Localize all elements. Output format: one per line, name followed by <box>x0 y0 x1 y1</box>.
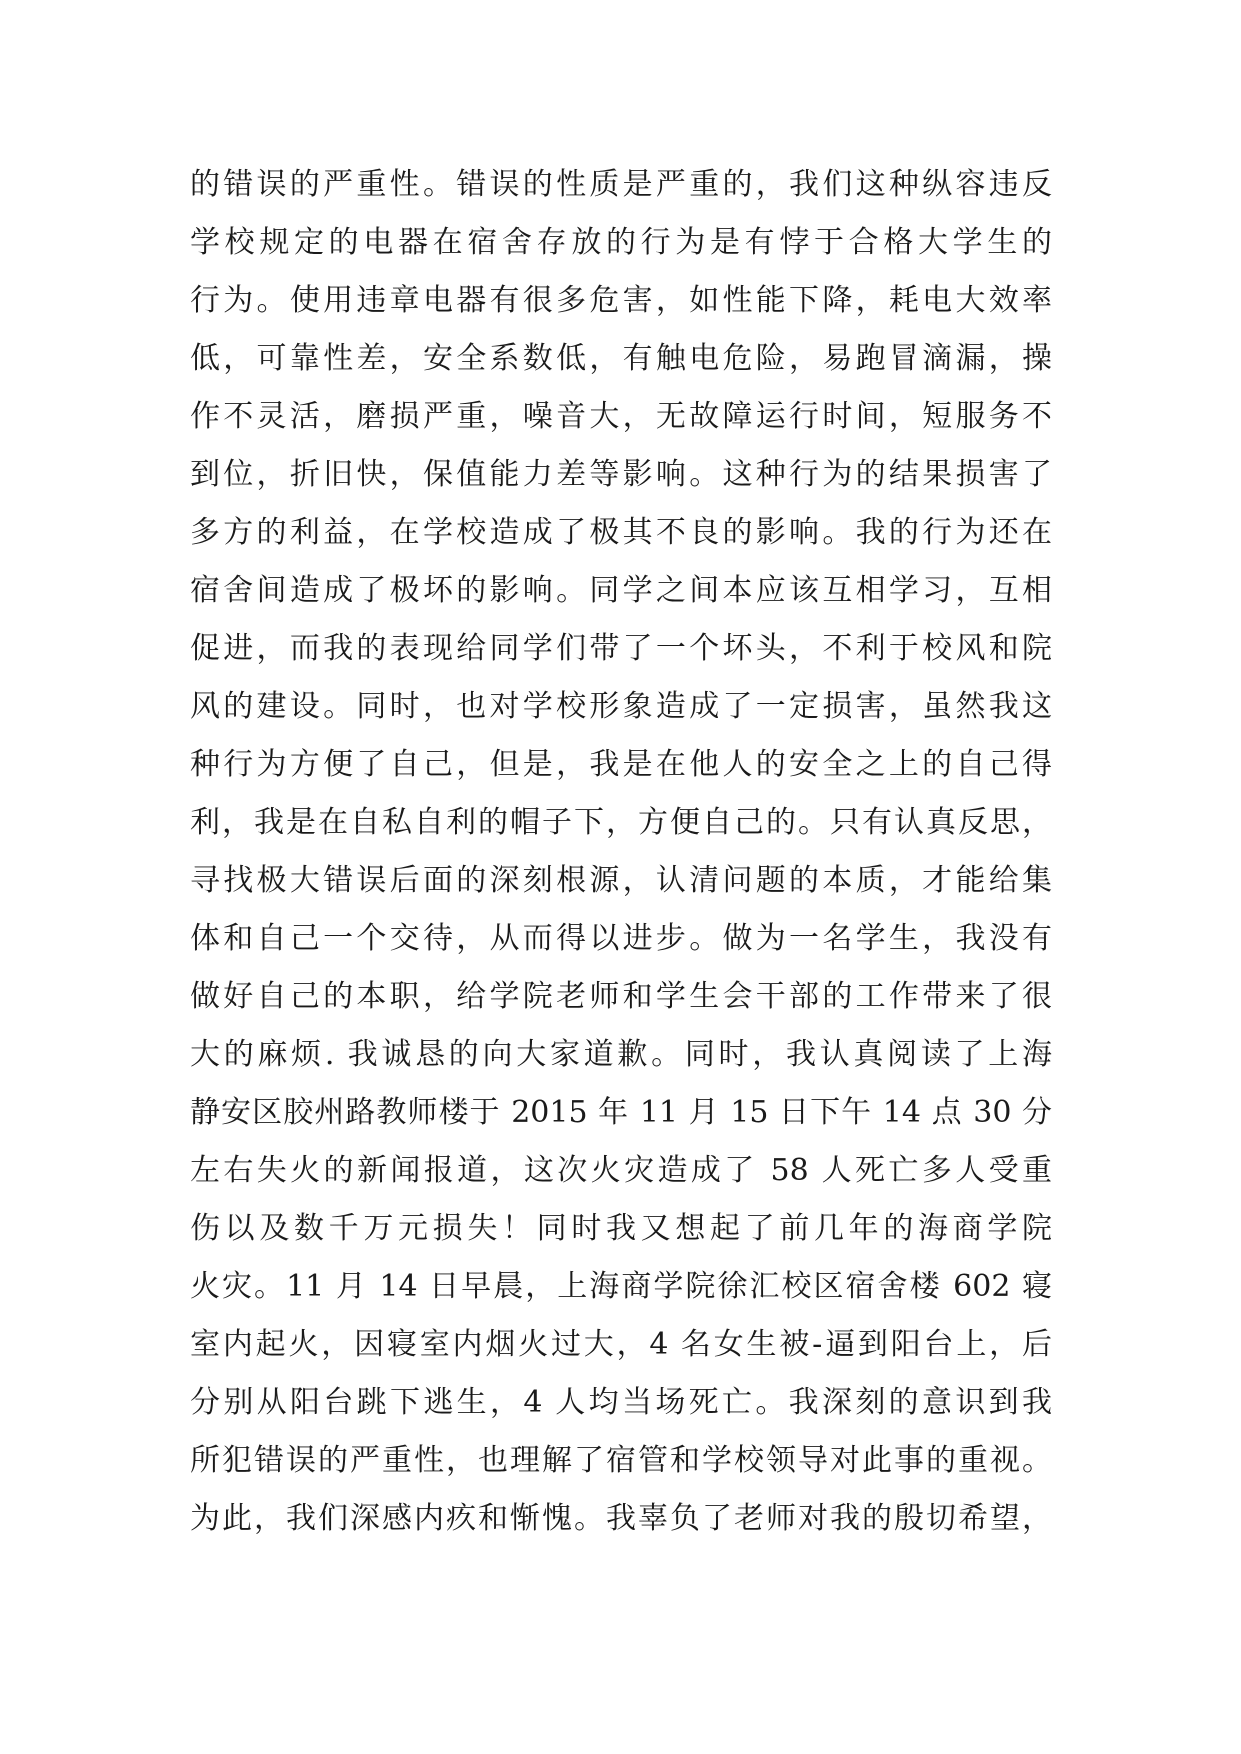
text-line-22: 分别从阳台跳下逃生，4 人均当场死亡。我深刻的意识到我 <box>190 1385 1052 1420</box>
text-line-7: 多方的利益，在学校造成了极其不良的影响。我的行为还在 <box>190 515 1052 550</box>
text-line-12: 利，我是在自私自利的帽子下，方便自己的。只有认真反思， <box>190 805 1052 840</box>
text-line-14: 体和自己一个交待，从而得以进步。做为一名学生，我没有 <box>190 921 1052 956</box>
text-line-17: 静安区胶州路教师楼于 2015 年 11 月 15 日下午 14 点 30 分 <box>190 1095 1052 1130</box>
text-line-9: 促进，而我的表现给同学们带了一个坏头，不利于校风和院 <box>190 631 1052 666</box>
text-line-23: 所犯错误的严重性，也理解了宿管和学校领导对此事的重视。 <box>190 1443 1052 1478</box>
text-line-24: 为此，我们深感内疚和惭愧。我辜负了老师对我的殷切希望， <box>190 1501 1052 1536</box>
body-text <box>190 156 1052 1548</box>
text-line-19: 伤以及数千万元损失！同时我又想起了前几年的海商学院 <box>190 1211 1052 1246</box>
text-line-8: 宿舍间造成了极坏的影响。同学之间本应该互相学习，互相 <box>190 573 1052 608</box>
text-line-11: 种行为方便了自己，但是，我是在他人的安全之上的自己得 <box>190 747 1052 782</box>
text-line-5: 作不灵活，磨损严重，噪音大，无故障运行时间，短服务不 <box>190 399 1052 434</box>
text-line-2: 学校规定的电器在宿舍存放的行为是有悖于合格大学生的 <box>190 225 1052 260</box>
text-line-3: 行为。使用违章电器有很多危害，如性能下降，耗电大效率 <box>190 283 1052 318</box>
text-line-6: 到位，折旧快，保值能力差等影响。这种行为的结果损害了 <box>190 457 1052 492</box>
text-line-20: 火灾。11 月 14 日早晨，上海商学院徐汇校区宿舍楼 602 寝 <box>190 1269 1052 1304</box>
text-line-13: 寻找极大错误后面的深刻根源，认清问题的本质，才能给集 <box>190 863 1052 898</box>
text-line-1: 的错误的严重性。错误的性质是严重的，我们这种纵容违反 <box>190 167 1052 202</box>
text-line-10: 风的建设。同时，也对学校形象造成了一定损害，虽然我这 <box>190 689 1052 724</box>
text-line-21: 室内起火，因寝室内烟火过大，4 名女生被-逼到阳台上，后 <box>190 1327 1052 1362</box>
text-line-4: 低，可靠性差，安全系数低，有触电危险，易跑冒滴漏，操 <box>190 341 1052 376</box>
text-line-18: 左右失火的新闻报道，这次火灾造成了 58 人死亡多人受重 <box>190 1153 1052 1188</box>
text-line-16: 大的麻烦. 我诚恳的向大家道歉。同时，我认真阅读了上海 <box>190 1037 1052 1072</box>
text-line-15: 做好自己的本职，给学院老师和学生会干部的工作带来了很 <box>190 979 1052 1014</box>
